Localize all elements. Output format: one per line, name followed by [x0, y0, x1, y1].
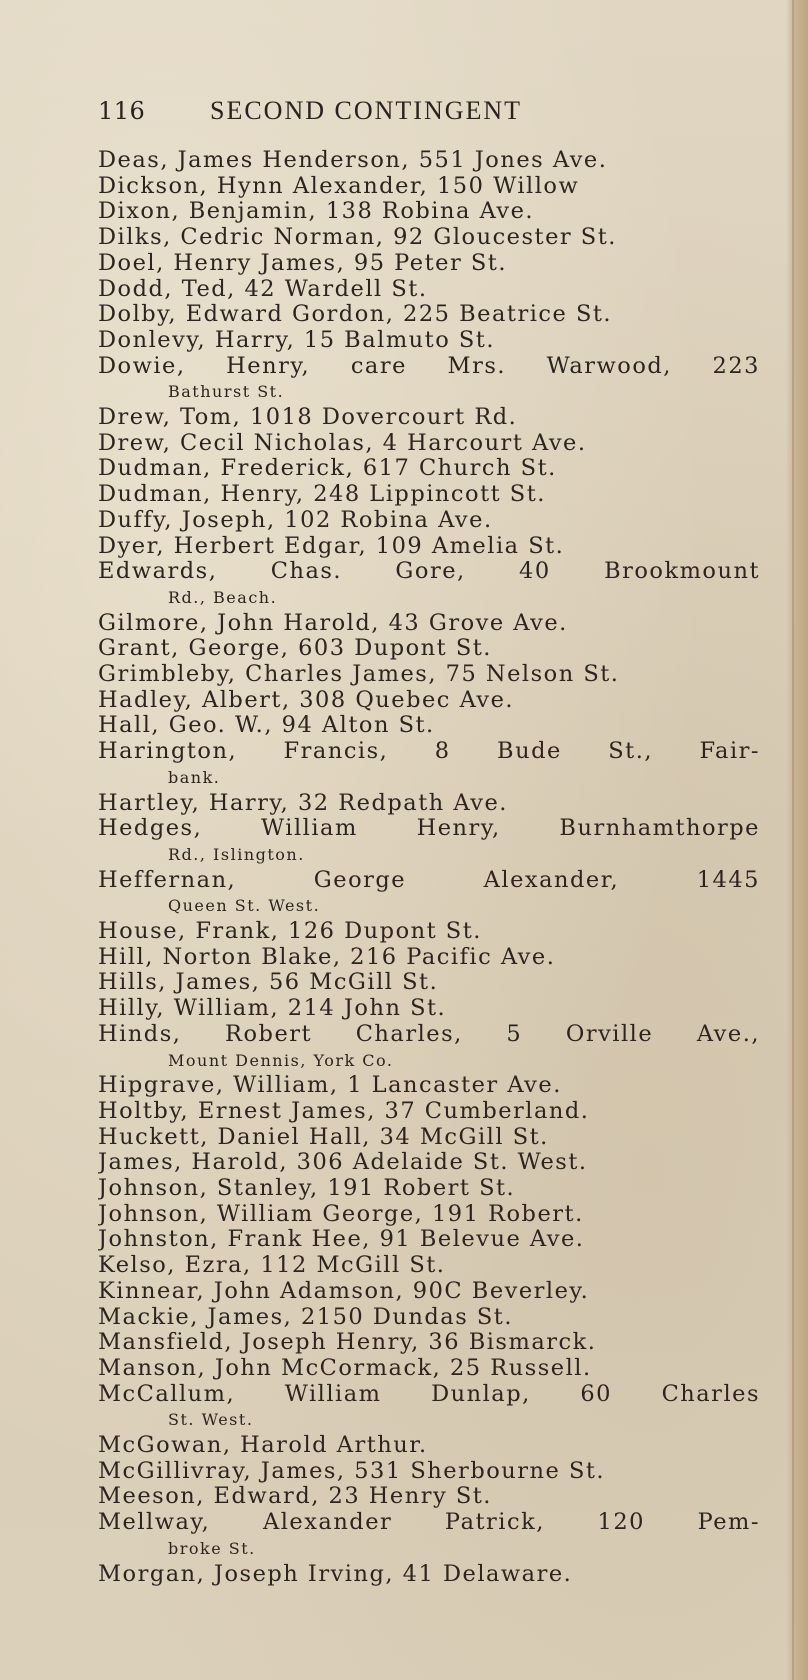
entry-line: McGowan, Harold Arthur. — [98, 1433, 428, 1459]
roster-entry — [98, 1176, 760, 1202]
entry-line: Donlevy, Harry, 15 Balmuto St. — [98, 327, 496, 353]
entry-line: Dickson, Hynn Alexander, 150 Willow — [98, 173, 580, 199]
roster-entry — [98, 1227, 760, 1253]
page-header — [98, 96, 522, 130]
entry-line: McGillivray, James, 531 Sherbourne St. — [98, 1458, 606, 1484]
roster-entry — [98, 970, 760, 996]
roster-entry — [98, 1484, 760, 1510]
entry-line: Kinnear, John Adamson, 90C Beverley. — [98, 1278, 590, 1304]
roster-entry — [98, 1202, 760, 1228]
entry-line: Kelso, Ezra, 112 McGill St. — [98, 1253, 446, 1279]
entry-continuation-line: Mount Dennis, York Co. — [168, 1050, 394, 1070]
roster-entry — [98, 1330, 760, 1356]
roster-entry — [98, 611, 760, 637]
entry-line: Morgan, Joseph Irving, 41 Delaware. — [98, 1561, 573, 1587]
roster-entry — [98, 816, 760, 867]
entry-line: Hipgrave, William, 1 Lancaster Ave. — [98, 1073, 562, 1099]
roster-entry — [98, 405, 760, 431]
entry-continuation-line: Rd., Beach. — [168, 587, 278, 607]
entry-line: Dodd, Ted, 42 Wardell St. — [98, 276, 428, 302]
entry-line: Huckett, Daniel Hall, 34 McGill St. — [98, 1124, 549, 1150]
entry-line: Dolby, Edward Gordon, 225 Beatrice St. — [98, 302, 613, 328]
roster-entry — [98, 739, 760, 790]
roster-entry — [98, 1433, 760, 1459]
roster-entry — [98, 662, 760, 688]
entry-line: Dudman, Henry, 248 Lippincott St. — [98, 482, 546, 508]
entry-line: Grant, George, 603 Dupont St. — [98, 636, 492, 662]
entry-line: Dilks, Cedric Norman, 92 Gloucester St. — [98, 225, 617, 251]
entry-continuation-line: bank. — [168, 767, 221, 787]
roster-entry — [98, 328, 760, 354]
entry-line: Duffy, Joseph, 102 Robina Ave. — [98, 507, 493, 533]
roster-entry — [98, 482, 760, 508]
entry-line: Dudman, Frederick, 617 Church St. — [98, 456, 557, 482]
entry-line: Hadley, Albert, 308 Quebec Ave. — [98, 687, 515, 713]
roster-entry — [98, 456, 760, 482]
entry-line: Manson, John McCormack, 25 Russell. — [98, 1355, 592, 1381]
roster-entry — [98, 534, 760, 560]
entry-line: Hedges, William Henry, Burnhamthorpe — [98, 816, 760, 842]
entry-line: Hartley, Harry, 32 Redpath Ave. — [98, 790, 508, 816]
page-number: 116 — [98, 97, 146, 125]
roster-entry — [98, 1125, 760, 1151]
page-edge — [786, 0, 808, 1680]
roster-entry — [98, 945, 760, 971]
roster-entry — [98, 868, 760, 919]
roster-entry — [98, 508, 760, 534]
entry-line: Hills, James, 56 McGill St. — [98, 970, 439, 996]
entry-line: Dixon, Benjamin, 138 Robina Ave. — [98, 199, 535, 225]
roster-entry — [98, 713, 760, 739]
roster-entry — [98, 636, 760, 662]
entry-line: James, Harold, 306 Adelaide St. West. — [98, 1150, 588, 1176]
entry-line: Mansfield, Joseph Henry, 36 Bismarck. — [98, 1330, 597, 1356]
roster-entry — [98, 1459, 760, 1485]
entry-line: Heffernan, George Alexander, 1445 — [98, 867, 760, 893]
roster-entry — [98, 199, 760, 225]
entry-line: Mackie, James, 2150 Dundas St. — [98, 1304, 513, 1330]
roster-entry — [98, 1022, 760, 1073]
roster-entry — [98, 791, 760, 817]
roster-entry — [98, 1305, 760, 1331]
page-title: SECOND CONTINGENT — [210, 96, 523, 125]
roster-entry — [98, 251, 760, 277]
entry-line: Deas, James Henderson, 551 Jones Ave. — [98, 148, 608, 173]
entry-line: Hinds, Robert Charles, 5 Orville Ave., — [98, 1021, 760, 1047]
entry-line: Drew, Cecil Nicholas, 4 Harcourt Ave. — [98, 430, 587, 456]
entry-continuation-line: Bathurst St. — [168, 382, 285, 402]
entry-line: Hall, Geo. W., 94 Alton St. — [98, 713, 435, 739]
entry-line: Grimbleby, Charles James, 75 Nelson St. — [98, 662, 620, 688]
roster-entry — [98, 688, 760, 714]
roster-entry — [98, 1253, 760, 1279]
entry-line: Edwards, Chas. Gore, 40 Brookmount — [98, 559, 760, 585]
entry-line: Johnston, Frank Hee, 91 Belevue Ave. — [98, 1227, 585, 1253]
entry-line: Harington, Francis, 8 Bude St., Fair- — [98, 739, 760, 765]
entry-line: House, Frank, 126 Dupont St. — [98, 919, 482, 945]
entry-line: Meeson, Edward, 23 Henry St. — [98, 1484, 492, 1510]
page-edge-line — [792, 0, 794, 1680]
roster-entry — [98, 1382, 760, 1433]
roster-entry — [98, 1073, 760, 1099]
entry-continuation-line: Rd., Islington. — [168, 844, 305, 864]
roster-entry — [98, 431, 760, 457]
roster-entry — [98, 277, 760, 303]
roster-entry — [98, 1562, 760, 1588]
roster-entry — [98, 354, 760, 405]
entry-line: Holtby, Ernest James, 37 Cumberland. — [98, 1098, 590, 1124]
entry-line: McCallum, William Dunlap, 60 Charles — [98, 1381, 760, 1407]
roster-entry — [98, 559, 760, 610]
entry-line: Hill, Norton Blake, 216 Pacific Ave. — [98, 944, 556, 970]
entry-continuation-line: St. West. — [168, 1410, 254, 1430]
roster-entry — [98, 1356, 760, 1382]
entry-line: Dyer, Herbert Edgar, 109 Amelia St. — [98, 533, 565, 559]
roster-entry — [98, 1099, 760, 1125]
roster-entry — [98, 919, 760, 945]
entry-line: Doel, Henry James, 95 Peter St. — [98, 250, 507, 276]
entry-line: Gilmore, John Harold, 43 Grove Ave. — [98, 610, 568, 636]
roster-entry — [98, 225, 760, 251]
entry-line: Hilly, William, 214 John St. — [98, 996, 447, 1022]
entry-line: Dowie, Henry, care Mrs. Warwood, 223 — [98, 353, 760, 379]
entry-line: Drew, Tom, 1018 Dovercourt Rd. — [98, 405, 518, 431]
roster-entry — [98, 148, 760, 174]
roster-entry — [98, 1150, 760, 1176]
roster-entry — [98, 996, 760, 1022]
roster-list — [98, 148, 760, 1587]
roster-entry — [98, 1510, 760, 1561]
entry-continuation-line: Queen St. West. — [168, 896, 321, 916]
entry-line: Mellway, Alexander Patrick, 120 Pem- — [98, 1510, 760, 1536]
roster-entry — [98, 174, 760, 200]
entry-line: Johnson, Stanley, 191 Robert St. — [98, 1176, 516, 1202]
roster-entry — [98, 302, 760, 328]
entry-continuation-line: broke St. — [168, 1538, 256, 1558]
roster-entry — [98, 1279, 760, 1305]
entry-line: Johnson, William George, 191 Robert. — [98, 1201, 584, 1227]
